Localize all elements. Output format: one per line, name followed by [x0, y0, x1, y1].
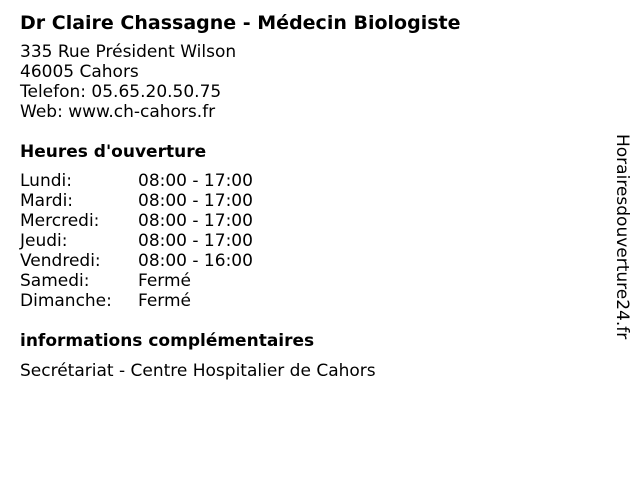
day-label: Vendredi:: [20, 251, 101, 271]
time-value: 08:00 - 17:00: [138, 191, 253, 211]
hours-row-thursday: [20, 231, 580, 251]
business-card: [20, 10, 580, 381]
opening-hours-table: [20, 171, 580, 311]
hours-row-wednesday: [20, 211, 580, 231]
day-label: Lundi:: [20, 171, 72, 191]
hours-row-friday: [20, 251, 580, 271]
hours-row-monday: [20, 171, 580, 191]
time-value: Fermé: [138, 291, 192, 311]
additional-info-text: Secrétariat - Centre Hospitalier de Cahors: [20, 361, 376, 381]
watermark-sidebar: [612, 134, 632, 364]
day-label: Mercredi:: [20, 211, 100, 231]
hours-row-tuesday: [20, 191, 580, 211]
additional-info-heading: informations complémentaires: [20, 331, 315, 351]
watermark-text: Horairesdouverture24.fr: [612, 134, 632, 340]
time-value: 08:00 - 17:00: [138, 231, 253, 251]
opening-hours-heading: Heures d'ouverture: [20, 142, 207, 162]
contact-block: [20, 42, 580, 122]
hours-row-sunday: [20, 291, 580, 311]
time-value: Fermé: [138, 271, 192, 291]
street-address: 335 Rue Président Wilson: [20, 42, 237, 62]
day-label: Dimanche:: [20, 291, 112, 311]
day-label: Jeudi:: [20, 231, 68, 251]
time-value: 08:00 - 16:00: [138, 251, 253, 271]
business-name: Dr Claire Chassagne - Médecin Biologiste: [20, 12, 461, 34]
hours-row-saturday: [20, 271, 580, 291]
website: Web: www.ch-cahors.fr: [20, 102, 216, 122]
day-label: Samedi:: [20, 271, 90, 291]
day-label: Mardi:: [20, 191, 74, 211]
time-value: 08:00 - 17:00: [138, 211, 253, 231]
time-value: 08:00 - 17:00: [138, 171, 253, 191]
phone-number: Telefon: 05.65.20.50.75: [20, 82, 222, 102]
city-postcode: 46005 Cahors: [20, 62, 139, 82]
